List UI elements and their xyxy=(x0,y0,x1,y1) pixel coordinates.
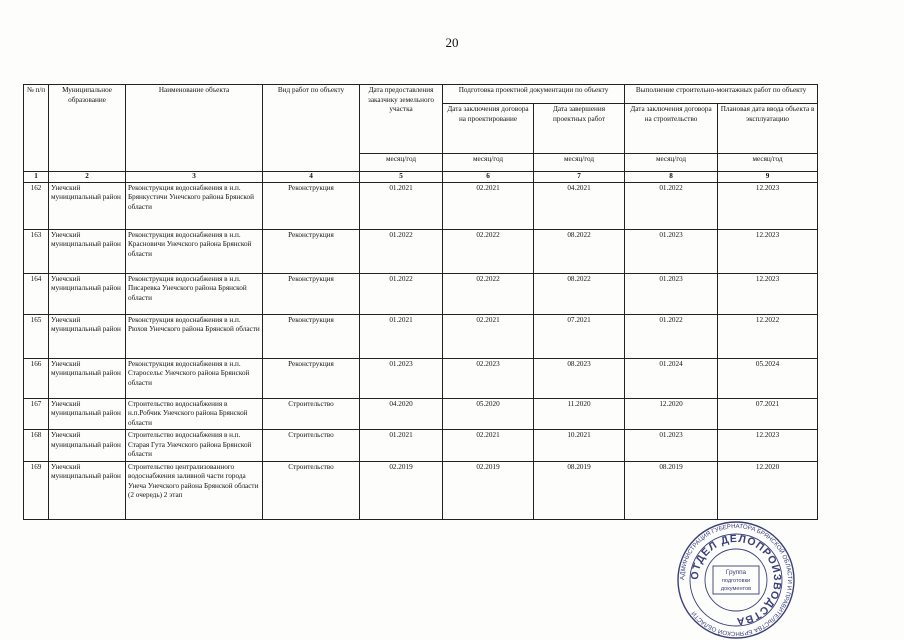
column-number: 4 xyxy=(263,172,360,183)
work-type-cell: Реконструкция xyxy=(263,273,360,314)
unit-label: месяц/год xyxy=(534,154,625,172)
row-number: 162 xyxy=(24,182,49,229)
table-row xyxy=(24,461,818,519)
municipality-cell: Унечский муниципальный район xyxy=(49,398,126,430)
construction-contract-cell: 01.2023 xyxy=(625,430,718,462)
stamp-center-line: Группа xyxy=(725,569,747,576)
object-name-cell: Реконструкция водоснабжения в н.п. Писаревка Унечского района Брянской области xyxy=(126,273,263,314)
construction-contract-cell: 01.2022 xyxy=(625,182,718,229)
design-contract-cell: 02.2022 xyxy=(443,229,534,273)
construction-contract-cell: 01.2022 xyxy=(625,314,718,358)
work-type-cell: Строительство xyxy=(263,398,360,430)
stamp-ring-text: АДМИНИСТРАЦИЯ ГУБЕРНАТОРА БРЯНСКОЙ ОБЛАСТИ И ПРАВИТЕЛЬСТВА БРЯНСКОЙ ОБЛАСТИ xyxy=(678,522,794,638)
construction-contract-cell: 01.2024 xyxy=(625,358,718,398)
table-row xyxy=(24,398,818,430)
object-name-cell: Реконструкция водоснабжения в н.п. Старосельє Унечского района Брянской области xyxy=(126,358,263,398)
department-stamp xyxy=(676,520,796,640)
column-number: 6 xyxy=(443,172,534,183)
design-completion-cell: 10.2021 xyxy=(534,430,625,462)
design-contract-cell: 02.2021 xyxy=(443,182,534,229)
column-number: 9 xyxy=(718,172,818,183)
work-type-cell: Реконструкция xyxy=(263,182,360,229)
commissioning-cell: 07.2021 xyxy=(718,398,818,430)
design-completion-cell: 08.2022 xyxy=(534,273,625,314)
column-number: 5 xyxy=(360,172,443,183)
unit-label: месяц/год xyxy=(625,154,718,172)
municipality-cell: Унечский муниципальный район xyxy=(49,461,126,519)
header-commissioning: Плановая дата ввода объекта в эксплуатацию xyxy=(718,104,818,154)
construction-contract-cell: 01.2023 xyxy=(625,229,718,273)
construction-contract-cell: 01.2023 xyxy=(625,273,718,314)
land-date-cell: 02.2019 xyxy=(360,461,443,519)
header-num: № п/п xyxy=(24,85,49,172)
row-number: 167 xyxy=(24,398,49,430)
work-type-cell: Строительство xyxy=(263,430,360,462)
construction-contract-cell: 08.2019 xyxy=(625,461,718,519)
commissioning-cell: 12.2020 xyxy=(718,461,818,519)
object-name-cell: Строительство централизованного водоснабжения заливной части города Унеча Унечского района Брянской области (2 очередь) 2 этап xyxy=(126,461,263,519)
land-date-cell: 01.2021 xyxy=(360,182,443,229)
object-name-cell: Реконструкция водоснабжения в н.п. Красновичи Унечского района Брянской области xyxy=(126,229,263,273)
commissioning-cell: 12.2023 xyxy=(718,229,818,273)
column-number: 8 xyxy=(625,172,718,183)
design-contract-cell: 02.2022 xyxy=(443,273,534,314)
column-number: 1 xyxy=(24,172,49,183)
design-completion-cell: 08.2022 xyxy=(534,229,625,273)
table-row xyxy=(24,430,818,462)
land-date-cell: 01.2021 xyxy=(360,430,443,462)
table-row xyxy=(24,182,818,229)
stamp-center-line: документов xyxy=(720,586,752,592)
design-contract-cell: 02.2021 xyxy=(443,430,534,462)
row-number: 165 xyxy=(24,314,49,358)
header-land-date: Дата предоставления заказчику земельного участка xyxy=(360,85,443,154)
object-name-cell: Строительство водоснабжения в н.п.Робчик Унечского района Брянской области xyxy=(126,398,263,430)
municipality-cell: Унечский муниципальный район xyxy=(49,314,126,358)
table-row xyxy=(24,358,818,398)
header-work-type: Вид работ по объекту xyxy=(263,85,360,172)
land-date-cell: 01.2021 xyxy=(360,314,443,358)
header-object: Наименование объекта xyxy=(126,85,263,172)
design-contract-cell: 02.2021 xyxy=(443,314,534,358)
row-number: 163 xyxy=(24,229,49,273)
row-number: 168 xyxy=(24,430,49,462)
commissioning-cell: 12.2022 xyxy=(718,314,818,358)
land-date-cell: 01.2022 xyxy=(360,229,443,273)
unit-label: месяц/год xyxy=(360,154,443,172)
design-completion-cell: 07.2021 xyxy=(534,314,625,358)
header-design-group: Подготовка проектной документации по объекту xyxy=(443,85,625,104)
municipality-cell: Унечский муниципальный район xyxy=(49,229,126,273)
commissioning-cell: 12.2023 xyxy=(718,182,818,229)
header-design-contract: Дата заключения договора на проектирование xyxy=(443,104,534,154)
commissioning-cell: 12.2023 xyxy=(718,273,818,314)
header-construction-contract: Дата заключения договора на строительство xyxy=(625,104,718,154)
object-name-cell: Строительство водоснабжения в н.п. Старая Гута Унечского района Брянской области xyxy=(126,430,263,462)
header-design-completion: Дата завершения проектных работ xyxy=(534,104,625,154)
column-number: 7 xyxy=(534,172,625,183)
work-type-cell: Реконструкция xyxy=(263,358,360,398)
object-schedule-table xyxy=(23,84,818,520)
design-contract-cell: 02.2023 xyxy=(443,358,534,398)
page-number: 20 xyxy=(445,35,459,50)
land-date-cell: 04.2020 xyxy=(360,398,443,430)
design-contract-cell: 05.2020 xyxy=(443,398,534,430)
object-name-cell: Реконструкция водоснабжения в н.п. Брянкустичи Унечского района Брянской области xyxy=(126,182,263,229)
table-row xyxy=(24,273,818,314)
row-number: 166 xyxy=(24,358,49,398)
construction-contract-cell: 12.2020 xyxy=(625,398,718,430)
header-municipality: Муниципальное образование xyxy=(49,85,126,172)
municipality-cell: Унечский муниципальный район xyxy=(49,430,126,462)
object-name-cell: Реконструкция водоснабжения в н.п. Рюхов Унечского района Брянской области xyxy=(126,314,263,358)
unit-label: месяц/год xyxy=(443,154,534,172)
header-construction-group: Выполнение строительно-монтажных работ по объекту xyxy=(625,85,818,104)
work-type-cell: Строительство xyxy=(263,461,360,519)
stamp-inner-text: ОТДЕЛ ДЕЛОПРОИЗВОДСТВА xyxy=(688,532,784,628)
column-number: 2 xyxy=(49,172,126,183)
land-date-cell: 01.2023 xyxy=(360,358,443,398)
design-completion-cell: 11.2020 xyxy=(534,398,625,430)
design-completion-cell: 08.2019 xyxy=(534,461,625,519)
commissioning-cell: 05.2024 xyxy=(718,358,818,398)
table-row xyxy=(24,229,818,273)
municipality-cell: Унечский муниципальный район xyxy=(49,182,126,229)
commissioning-cell: 12.2023 xyxy=(718,430,818,462)
row-number: 164 xyxy=(24,273,49,314)
design-contract-cell: 02.2019 xyxy=(443,461,534,519)
work-type-cell: Реконструкция xyxy=(263,229,360,273)
design-completion-cell: 04.2021 xyxy=(534,182,625,229)
land-date-cell: 01.2022 xyxy=(360,273,443,314)
table-row xyxy=(24,314,818,358)
municipality-cell: Унечский муниципальный район xyxy=(49,358,126,398)
design-completion-cell: 08.2023 xyxy=(534,358,625,398)
row-number: 169 xyxy=(24,461,49,519)
stamp-center-line: подготовки xyxy=(721,578,751,584)
municipality-cell: Унечский муниципальный район xyxy=(49,273,126,314)
unit-label: месяц/год xyxy=(718,154,818,172)
column-number: 3 xyxy=(126,172,263,183)
work-type-cell: Реконструкция xyxy=(263,314,360,358)
